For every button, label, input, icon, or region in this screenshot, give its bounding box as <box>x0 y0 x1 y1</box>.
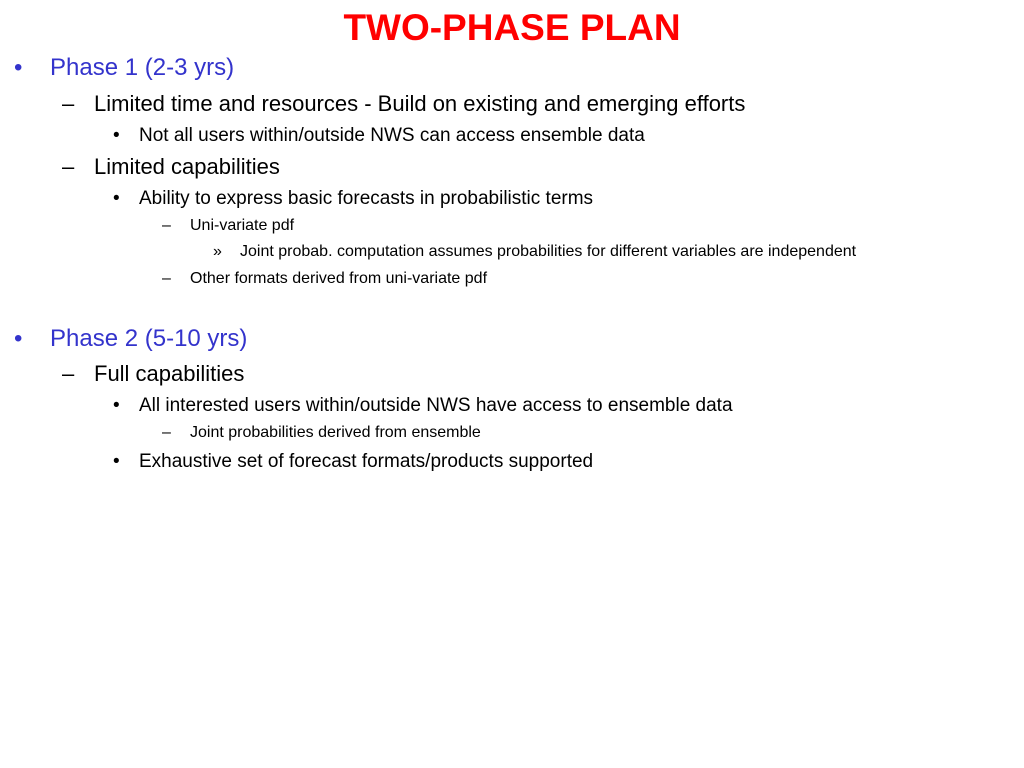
outline-item-level5 <box>213 242 856 262</box>
bullet-marker: • <box>113 125 120 146</box>
outline-text: Joint probabilities derived from ensemble <box>190 424 481 441</box>
outline-text: Limited time and resources - Build on existing and emerging efforts <box>94 91 746 116</box>
outline-item-level3 <box>113 451 593 473</box>
dash-marker: – <box>162 270 171 287</box>
outline-text: Limited capabilities <box>94 154 280 179</box>
bullet-marker: • <box>113 188 120 209</box>
outline-item-level2 <box>62 361 244 387</box>
dash-marker: – <box>62 154 75 179</box>
bullet-marker: • <box>113 395 120 416</box>
outline-item-level3 <box>113 188 593 210</box>
outline-item-level3 <box>113 395 733 417</box>
outline-text: Other formats derived from uni-variate pdf <box>190 270 488 287</box>
outline-text: Uni-variate pdf <box>190 217 295 234</box>
bullet-marker: • <box>14 325 23 352</box>
outline-item-level4 <box>162 216 294 236</box>
outline-text: Joint probab. computation assumes probabilities for different variables are independent <box>240 243 857 260</box>
outline-item-level2 <box>62 91 745 117</box>
outline-item-level4 <box>162 269 487 289</box>
outline-text: Not all users within/outside NWS can access ensemble data <box>139 125 645 146</box>
dash-marker: – <box>62 361 75 386</box>
dash-marker: – <box>162 217 171 234</box>
outline-text: Full capabilities <box>94 361 245 386</box>
dash-marker: – <box>162 424 171 441</box>
chevron-marker: » <box>213 243 222 260</box>
slide-title: TWO-PHASE PLAN <box>343 7 681 48</box>
outline-text: All interested users within/outside NWS have access to ensemble data <box>139 395 733 416</box>
outline-text: Ability to express basic forecasts in probabilistic terms <box>139 188 594 209</box>
phase1-heading <box>14 54 234 82</box>
phase2-heading <box>14 325 247 353</box>
outline-item-level3 <box>113 125 645 147</box>
dash-marker: – <box>62 91 75 116</box>
bullet-marker: • <box>113 451 120 472</box>
phase2-label: Phase 2 (5-10 yrs) <box>50 325 248 352</box>
bullet-marker: • <box>14 54 23 81</box>
outline-text: Exhaustive set of forecast formats/products supported <box>139 451 594 472</box>
phase1-label: Phase 1 (2-3 yrs) <box>50 54 235 81</box>
outline-item-level2 <box>62 154 280 180</box>
outline-item-level4 <box>162 423 481 443</box>
